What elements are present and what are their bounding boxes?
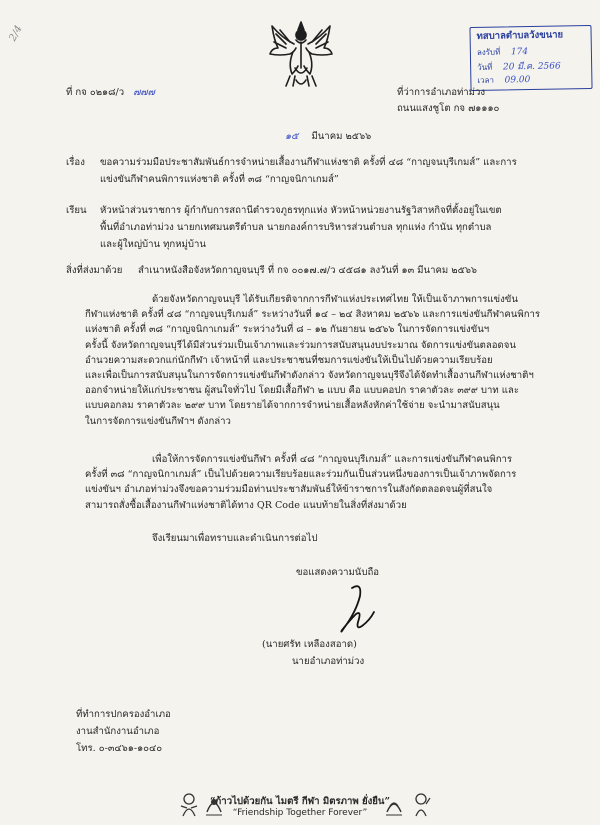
receipt-stamp bbox=[469, 25, 592, 91]
stamp-date-label: วันที่ bbox=[477, 62, 493, 72]
mascot-2-logo-icon bbox=[410, 792, 432, 818]
office-address-line1: ที่ว่าการอำเภอท่าม่วง bbox=[397, 87, 486, 98]
footer bbox=[0, 788, 600, 822]
contact-department: ที่ทำการปกครองอำเภอ bbox=[76, 709, 171, 720]
stamp-time-row bbox=[477, 73, 530, 87]
letter-date bbox=[285, 130, 371, 144]
document-number-printed: ที่ กจ ๐๒๑๘/ว bbox=[66, 87, 125, 98]
body-p1-line: กีฬาแห่งชาติ ครั้งที่ ๔๘ “กาญจนบุรีเกมส์” ระหว่างวันที่ ๑๔ – ๒๔ สิงหาคม ๒๕๖๖ และการแข่งขันกีฬาคนพิการ bbox=[85, 309, 541, 321]
letter-date-printed: มีนาคม ๒๕๖๖ bbox=[311, 131, 372, 142]
body-p1-line: ครั้งนี้ จังหวัดกาญจนบุรีได้มีส่วนร่วมเป็นเจ้าภาพและร่วมการสนับสนุนงบประมาณ จัดการแข่งขันตลอดจน bbox=[85, 339, 516, 351]
stamp-receive-row bbox=[477, 45, 528, 59]
body-p2-line: เพื่อให้การจัดการแข่งขันกีฬา ครั้งที่ ๔๘ “กาญจนบุรีเกมส์” และการแข่งขันกีฬาคนพิการ bbox=[152, 454, 513, 465]
corner-handwriting: 2/4 bbox=[7, 23, 25, 44]
recipient-line1: หัวหน้าส่วนราชการ ผู้กำกับการสถานีตำรวจภูธรทุกแห่ง หัวหน้าหน่วยงานรัฐวิสาหกิจที่ตั้งอยู่ในเขต bbox=[100, 205, 502, 216]
subject-line2: แข่งขันกีฬาคนพิการแห่งชาติ ครั้งที่ ๓๘ “กาญจนิกาเกมส์” bbox=[100, 174, 339, 185]
document-number-handwritten: ๗๗๗ bbox=[133, 87, 155, 98]
contact-phone: โทร. ๐-๓๔๖๑-๑๐๔๐ bbox=[76, 743, 163, 754]
stamp-time-value: 09.00 bbox=[504, 75, 531, 86]
stamp-date-row bbox=[477, 58, 561, 73]
body-p1-line: ออกจำหน่ายให้แก่ประชาชน ผู้สนใจทั่วไป โดยมีเสื้อกีฬา ๒ แบบ คือ แบบคอปก ราคาตัวละ ๓๙๙ บาท และ bbox=[85, 385, 519, 397]
body-p1-line: ด้วยจังหวัดกาญจนบุรี ได้รับเกียรติจากการกีฬาแห่งประเทศไทย ให้เป็นเจ้าภาพการแข่งขัน bbox=[152, 294, 518, 305]
stamp-title: ทสบาลตำบลวังขนาย bbox=[476, 29, 564, 42]
letter-date-handwritten: ๑๕ bbox=[285, 131, 299, 142]
contact-office: งานสำนักงานอำเภอ bbox=[76, 726, 160, 737]
stamp-date-value: 20 มี.ค. 2566 bbox=[502, 61, 561, 73]
attachment-label: สิ่งที่ส่งมาด้วย bbox=[66, 265, 123, 276]
body-paragraph-1 bbox=[85, 292, 540, 429]
stamp-receive-value: 174 bbox=[510, 47, 529, 58]
body-p2-line: สามารถสั่งซื้อเสื้องานกีฬาแห่งชาติได้ทาง QR Code แนบท้ายในสิ่งที่ส่งมาด้วย bbox=[85, 499, 407, 511]
document-number bbox=[66, 86, 155, 100]
body-p1-line: และเพื่อเป็นการสนับสนุนในการจัดการแข่งขันกีฬาดังกล่าว จังหวัดกาญจนบุรีจึงได้จัดทำเสื้องานกีฬาแห่งชาติฯ bbox=[85, 370, 534, 382]
body-p1-line: อำนวยความสะดวกแก่นักกีฬา เจ้าหน้าที่ และประชาชนที่ชมการแข่งขันให้เป็นไปด้วยความเรียบร้อย bbox=[85, 354, 493, 366]
stamp-receive-label: ลงรับที่ bbox=[476, 47, 501, 57]
recipient-label: เรียน bbox=[66, 205, 87, 216]
recipient-line3: และผู้ใหญ่บ้าน ทุกหมู่บ้าน bbox=[100, 239, 206, 250]
footer-slogan-thai: “ก้าวไปด้วยกัน ไมตรี กีฬา มิตรภาพ ยั่งยืน” bbox=[209, 796, 390, 807]
body-p1-line: แบบคอกลม ราคาตัวละ ๒๙๙ บาท โดยรายได้จากการจำหน่ายเสื้อหลังหักค่าใช้จ่าย จะนำมาสนับสนุน bbox=[85, 400, 500, 412]
subject-label: เรื่อง bbox=[66, 157, 85, 168]
handwritten-signature bbox=[322, 582, 382, 638]
body-paragraph-3: จึงเรียนมาเพื่อทราบและดำเนินการต่อไป bbox=[152, 533, 318, 544]
body-p2-line: แข่งขันฯ อำเภอท่าม่วงจึงขอความร่วมมือท่านประชาสัมพันธ์ให้ข้าราชการในสังกัดตลอดจนผู้ที่สนใจ bbox=[85, 484, 493, 496]
signatory-position: นายอำเภอท่าม่วง bbox=[292, 656, 365, 667]
office-address-line2: ถนนแสงชูโต กจ ๗๑๑๑๐ bbox=[397, 103, 500, 114]
footer-slogan-english: “Friendship Together Forever” bbox=[232, 808, 368, 818]
attachment-text: สำเนาหนังสือจังหวัดกาญจนบุรี ที่ กจ ๐๐๑๗.๗/ว ๔๕๘๑ ลงวันที่ ๑๓ มีนาคม ๒๕๖๖ bbox=[138, 265, 478, 276]
closing-salutation: ขอแสดงความนับถือ bbox=[296, 567, 380, 578]
body-p2-line: ครั้งที่ ๓๘ “กาญจนิกาเกมส์” เป็นไปด้วยความเรียบร้อยและร่วมกันเป็นส่วนหนึ่งของการเป็นเจ้าภาพจัดการ bbox=[85, 469, 517, 481]
body-p1-line: ในการจัดการแข่งขันกีฬาฯ ดังกล่าว bbox=[85, 415, 231, 427]
body-p1-line: แห่งชาติ ครั้งที่ ๓๘ “กาญจนิกาเกมส์” ระหว่างวันที่ ๘ – ๑๒ กันยายน ๒๕๖๖ ในการจัดการแข่งขันฯ bbox=[85, 324, 490, 336]
stamp-time-label: เวลา bbox=[477, 75, 495, 85]
recipient-line2: พื้นที่อำเภอท่าม่วง นายกเทศมนตรีตำบล นายกองค์การบริหารส่วนตำบล ทุกแห่ง กำนัน ทุกตำบล bbox=[100, 222, 492, 233]
garuda-emblem-icon bbox=[268, 18, 334, 90]
signatory-name: (นายศรัท เหลืองสอาด) bbox=[262, 639, 357, 650]
subject-line1: ขอความร่วมมือประชาสัมพันธ์การจำหน่ายเสื้องานกีฬาแห่งชาติ ครั้งที่ ๔๘ “กาญจนบุรีเกมส์” และการ bbox=[100, 157, 517, 168]
body-paragraph-2 bbox=[85, 452, 516, 513]
para-games-logo-icon bbox=[383, 792, 405, 818]
